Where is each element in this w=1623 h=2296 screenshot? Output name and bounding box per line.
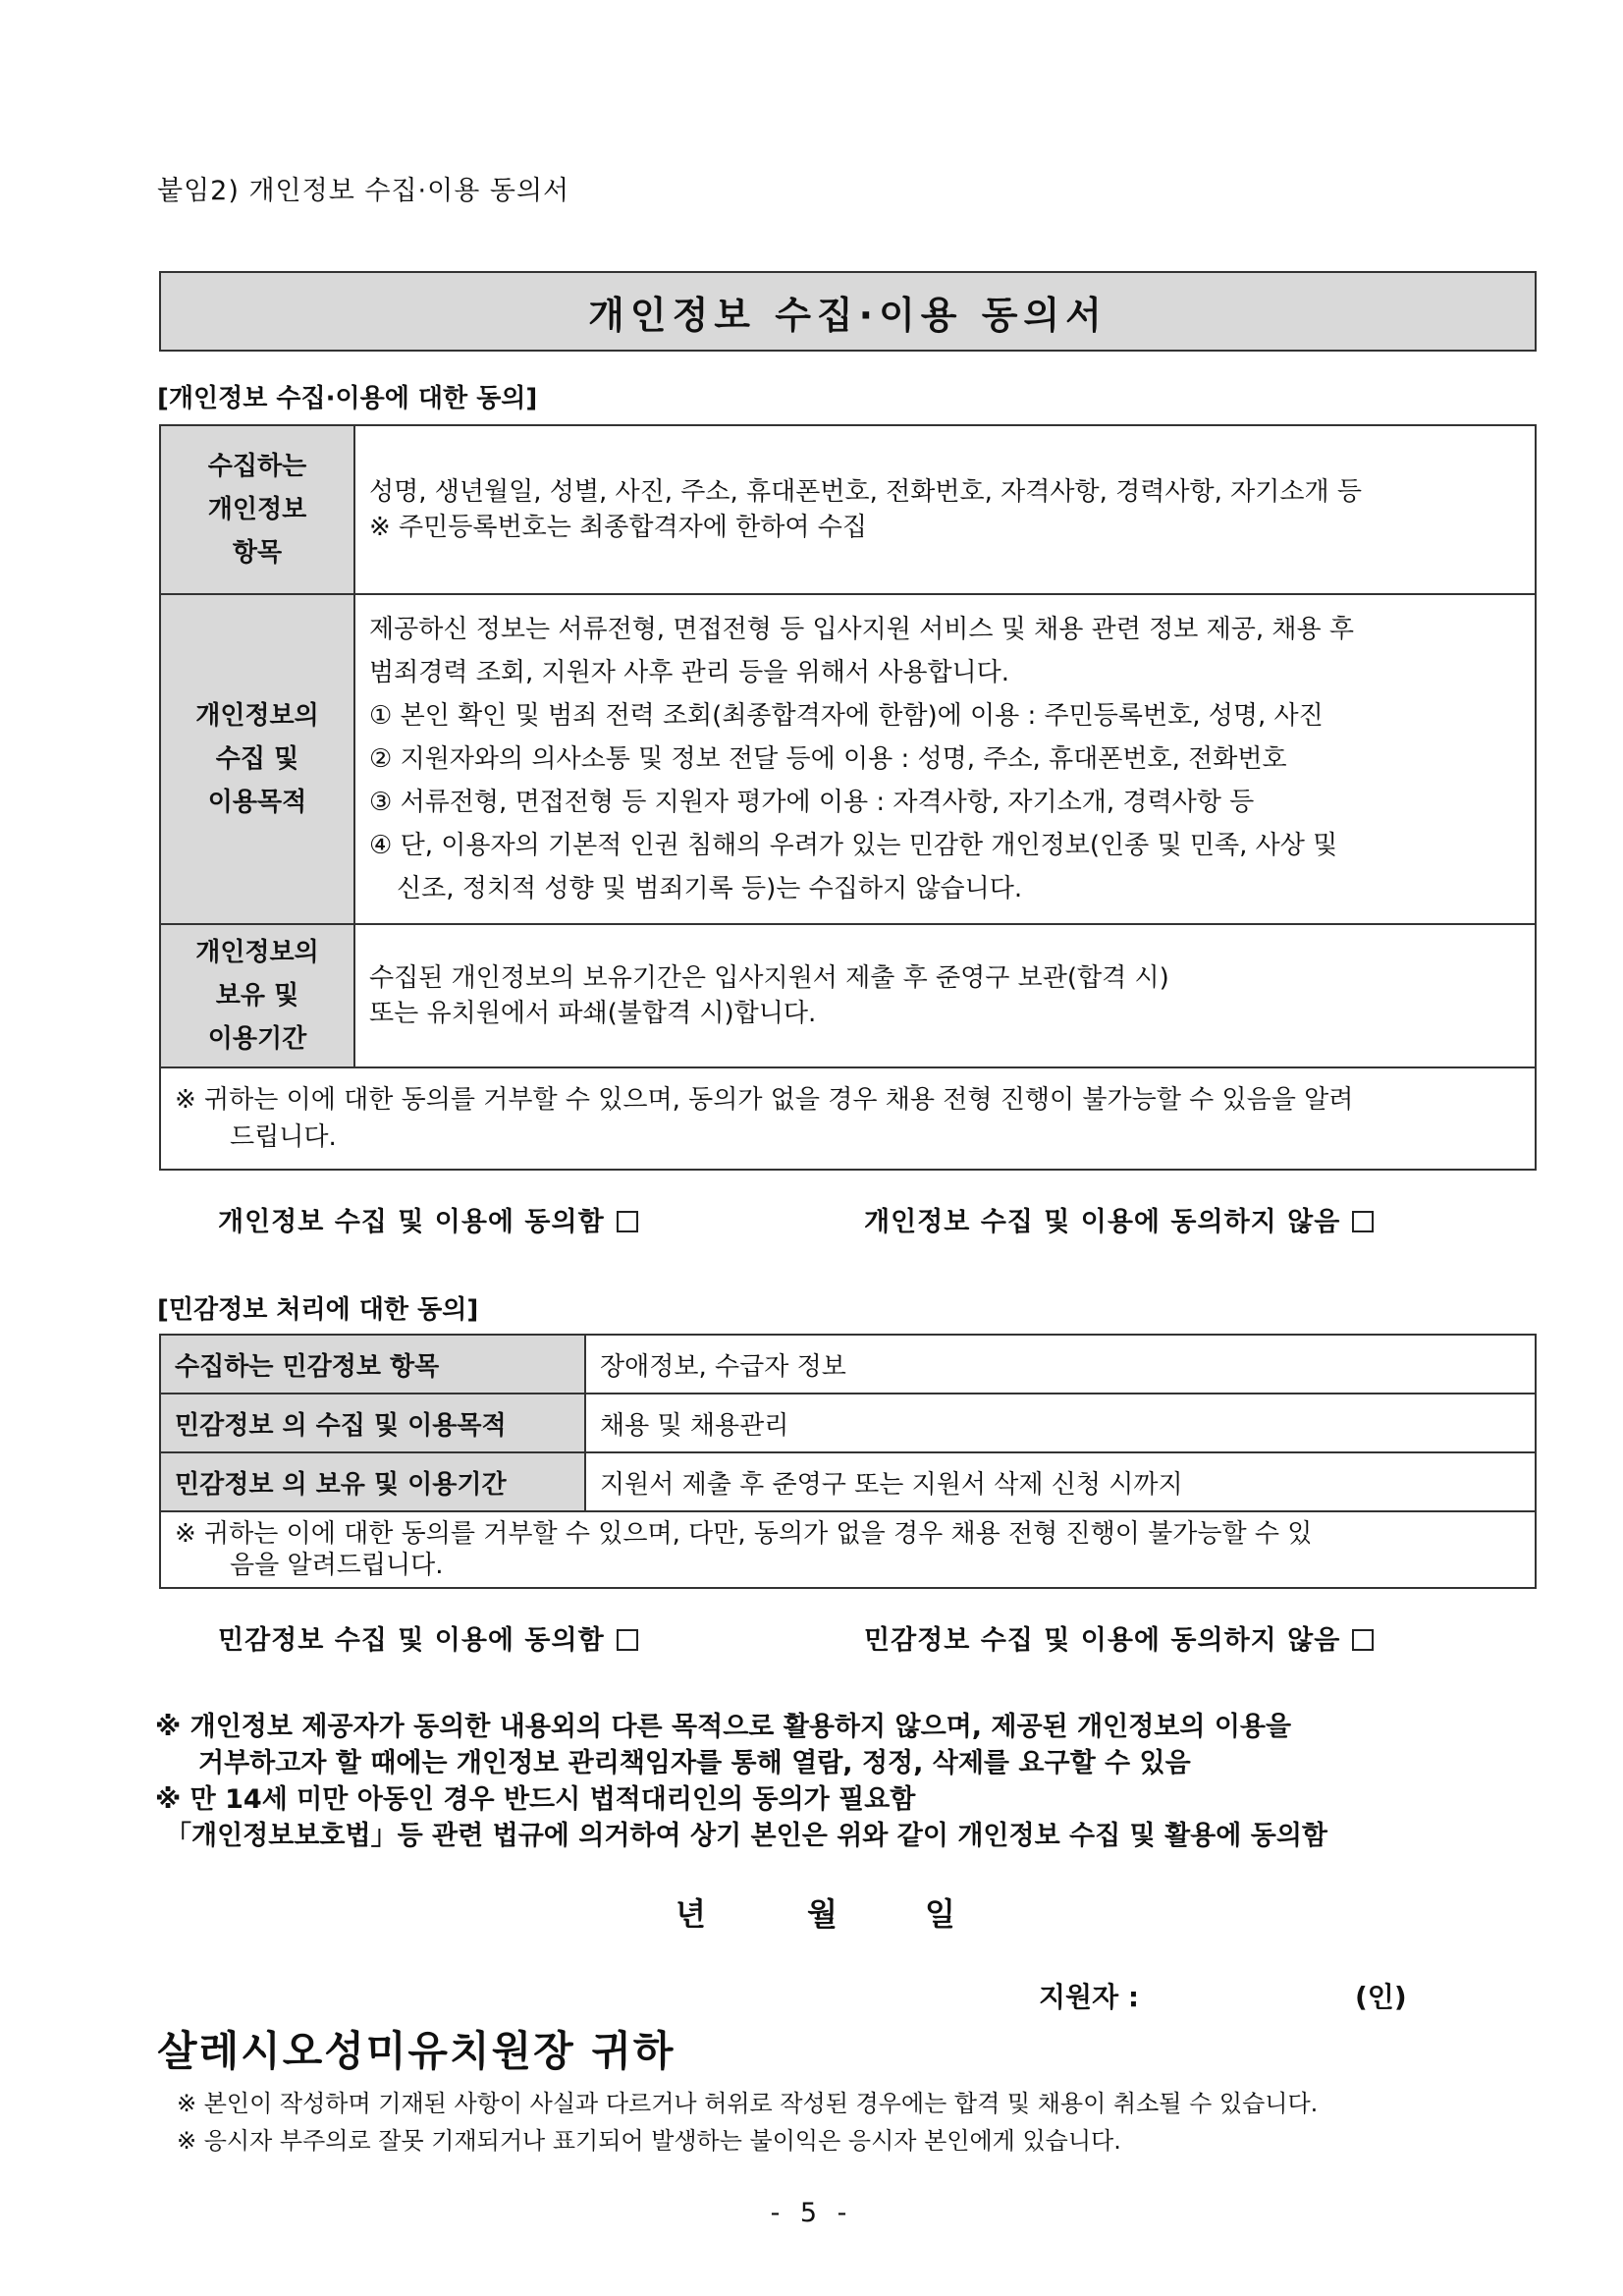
document-title: 개인정보 수집·이용 동의서 [159, 271, 1537, 352]
body-line: 범죄경력 조회, 지원자 사후 관리 등을 위해서 사용합니다. [369, 658, 1010, 687]
row-body-collected-items [354, 425, 1536, 594]
row-head-retention [160, 924, 354, 1067]
table-row [160, 1452, 1536, 1511]
body-line: 제공하신 정보는 서류전형, 면접전형 등 입사지원 서비스 및 채용 관련 정보 제공, 채용 후 [369, 615, 1355, 644]
table-row [160, 594, 1536, 924]
table-row [160, 1335, 1536, 1394]
sensitive-disagree-label: 민감정보 수집 및 이용에 동의하지 않음 [864, 1625, 1341, 1656]
body-line: ③ 서류전형, 면접전형 등 지원자 평가에 이용 : 자격사항, 자기소개, 경력사항 등 [369, 788, 1255, 817]
personal-disagree-option[interactable] [864, 1200, 1374, 1238]
sensitive-head-retention: 민감정보 의 보유 및 이용기간 [160, 1452, 585, 1511]
body-line: 성명, 생년월일, 성별, 사진, 주소, 휴대폰번호, 전화번호, 자격사항, 경력사항, 자기소개 등 [369, 477, 1362, 507]
table-row [160, 1394, 1536, 1452]
table-row [160, 1067, 1536, 1170]
body-line: 수집된 개인정보의 보유기간은 입사지원서 제출 후 준영구 보관(합격 시) [369, 963, 1169, 993]
body-line: 또는 유치원에서 파쇄(불합격 시)합니다. [369, 999, 817, 1028]
footnotes [177, 2085, 1318, 2159]
sensitive-agree-option[interactable] [218, 1618, 638, 1657]
head-line: 개인정보의 [195, 938, 319, 967]
sensitive-info-table [159, 1334, 1537, 1589]
sensitive-value-items: 장애정보, 수급자 정보 [585, 1335, 1536, 1394]
head-line: 항목 [232, 538, 283, 568]
row-head-purpose [160, 594, 354, 924]
date-month-label: 월 [807, 1895, 838, 1933]
footnote-line: ※ 응시자 부주의로 잘못 기재되거나 표기되어 발생하는 불이익은 응시자 본인에게 있습니다. [177, 2127, 1121, 2155]
row-head-collected-items [160, 425, 354, 594]
personal-disagree-label: 개인정보 수집 및 이용에 동의하지 않음 [864, 1207, 1341, 1237]
body-line: ② 지원자와의 의사소통 및 정보 전달 등에 이용 : 성명, 주소, 휴대폰번호, 전화번호 [369, 744, 1287, 774]
notice-line: 음을 알려드립니다. [230, 1551, 444, 1580]
sensitive-agree-label: 민감정보 수집 및 이용에 동의함 [218, 1625, 605, 1656]
date-year-label: 년 [676, 1895, 706, 1933]
sensitive-value-purpose: 채용 및 채용관리 [585, 1394, 1536, 1452]
footnote-line: ※ 본인이 작성하며 기재된 사항이 사실과 다르거나 허위로 작성된 경우에는 합격 및 채용이 취소될 수 있습니다. [177, 2090, 1319, 2117]
warning-line: 거부하고자 할 때에는 개인정보 관리책임자를 통해 열람, 정정, 삭제를 요구할 수 있음 [198, 1748, 1191, 1778]
head-line: 개인정보 [207, 495, 307, 524]
applicant-label: 지원자 : [1039, 1981, 1140, 2013]
personal-agree-label: 개인정보 수집 및 이용에 동의함 [218, 1207, 605, 1237]
page-number: - 5 - [770, 2198, 853, 2228]
personal-disagree-checkbox[interactable] [1352, 1211, 1374, 1232]
notice-line: 드립니다. [230, 1122, 337, 1152]
table-row [160, 1511, 1536, 1588]
body-line: ① 본인 확인 및 범죄 전력 조회(최종합격자에 한함)에 이용 : 주민등록번호, 성명, 사진 [369, 701, 1324, 731]
sensitive-head-items: 수집하는 민감정보 항목 [160, 1335, 585, 1394]
body-line: ④ 단, 이용자의 기본적 인권 침해의 우려가 있는 민감한 개인정보(인종 및 민족, 사상 및 [369, 831, 1338, 860]
personal-info-table [159, 424, 1537, 1171]
notice-line: ※ 귀하는 이에 대한 동의를 거부할 수 있으며, 다만, 동의가 없을 경우 채용 전형 진행이 불가능할 수 있 [175, 1519, 1313, 1549]
row-body-purpose [354, 594, 1536, 924]
warning-line: ※ 만 14세 미만 아동인 경우 반드시 법적대리인의 동의가 필요함 [155, 1784, 916, 1815]
sensitive-agree-checkbox[interactable] [617, 1629, 638, 1651]
sensitive-value-retention: 지원서 제출 후 준영구 또는 지원서 삭제 신청 시까지 [585, 1452, 1536, 1511]
head-line: 보유 및 [215, 981, 299, 1011]
sensitive-refusal-notice [160, 1511, 1536, 1588]
table-row [160, 924, 1536, 1067]
addressee: 살레시오성미유치원장 귀하 [157, 2027, 676, 2075]
annex-label: 붙임2) 개인정보 수집·이용 동의서 [157, 176, 570, 206]
head-line: 이용목적 [207, 788, 307, 817]
head-line: 수집하는 [207, 452, 307, 481]
personal-section-title: [개인정보 수집·이용에 대한 동의] [157, 384, 538, 413]
sensitive-disagree-option[interactable] [864, 1618, 1374, 1657]
date-day-label: 일 [925, 1895, 955, 1933]
personal-refusal-notice [160, 1067, 1536, 1170]
notice-line: ※ 귀하는 이에 대한 동의를 거부할 수 있으며, 동의가 없을 경우 채용 전형 진행이 불가능할 수 있음을 알려 [175, 1085, 1354, 1115]
warning-line: ※ 개인정보 제공자가 동의한 내용외의 다른 목적으로 활용하지 않으며, 제공된 개인정보의 이용을 [155, 1712, 1292, 1742]
sensitive-section-title: [민감정보 처리에 대한 동의] [157, 1295, 479, 1325]
seal-label: (인) [1355, 1981, 1407, 2013]
warning-block [155, 1709, 1327, 1854]
sensitive-head-purpose: 민감정보 의 수집 및 이용목적 [160, 1394, 585, 1452]
row-body-retention [354, 924, 1536, 1067]
body-line: 신조, 정치적 성향 및 범죄기록 등)는 수집하지 않습니다. [397, 874, 1023, 903]
head-line: 이용기간 [207, 1024, 307, 1054]
head-line: 수집 및 [215, 744, 299, 774]
sensitive-disagree-checkbox[interactable] [1352, 1629, 1374, 1651]
head-line: 개인정보의 [195, 701, 319, 731]
warning-line: 「개인정보보호법」등 관련 법규에 의거하여 상기 본인은 위와 같이 개인정보 수집 및 활용에 동의함 [165, 1821, 1327, 1851]
personal-agree-option[interactable] [218, 1200, 638, 1238]
table-row [160, 425, 1536, 594]
personal-agree-checkbox[interactable] [617, 1211, 638, 1232]
body-line: ※ 주민등록번호는 최종합격자에 한하여 수집 [369, 513, 867, 542]
